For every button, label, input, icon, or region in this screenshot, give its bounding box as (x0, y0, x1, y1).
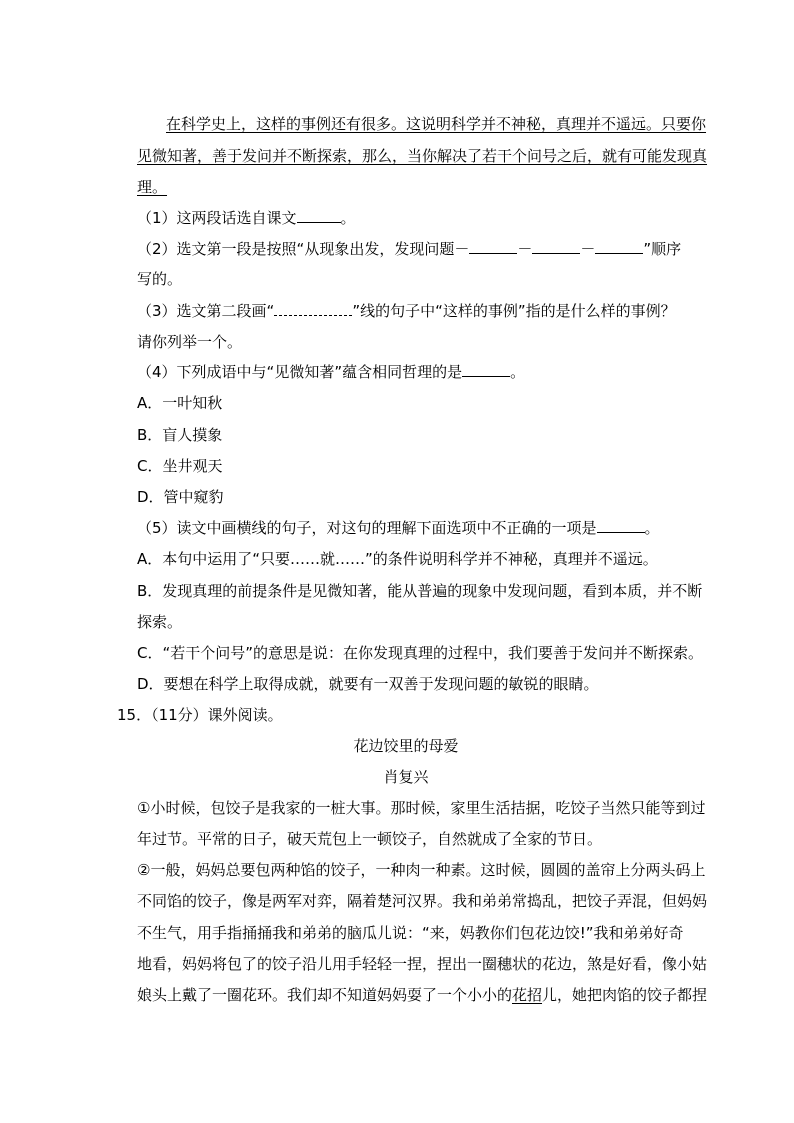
question-2: （2）选文第一段是按照“从现象出发，发现问题－ － － ”顺序 (137, 240, 682, 258)
underlined-sentence: 理。 (137, 178, 168, 196)
question-3-line-2: 请你列举一个。 (137, 333, 243, 351)
question-3-text: （3）选文第二段画“ (137, 302, 275, 320)
question-2-line-2: 写的。 (137, 270, 183, 288)
option-b[interactable]: B．发现真理的前提条件是见微知著，能从普遍的现象中发现问题，看到本质，并不断 (137, 582, 703, 600)
option-a[interactable]: A．本句中运用了“只要……就……”的条件说明科学并不神秘，真理并不遥远。 (137, 550, 658, 568)
answer-blank[interactable] (597, 517, 645, 533)
question-1: （1）这两段话选自课文 。 (137, 209, 356, 227)
answer-blank[interactable] (297, 207, 341, 223)
paragraph-2-line-5: 娘头上戴了一圈花环。我们却不知道妈妈耍了一个小小的花招儿，她把肉馅的饺子都捏 (137, 986, 708, 1004)
answer-blank[interactable] (469, 238, 517, 254)
passage-line-3 (137, 176, 167, 198)
paragraph-2-line-1: ②一般，妈妈总要包两种馅的饺子，一种肉一种素。这时候，圆圆的盖帘上分两头码上 (137, 861, 706, 879)
paragraph-2-line-2: 不同馅的饺子，像是两军对弈，隔着楚河汉界。我和弟弟常捣乱，把饺子弄混，但妈妈 (137, 892, 708, 910)
underlined-sentence: 在科学史上，这样的事例还有很多。这说明科学并不神秘，真理并不遥远。只要你 (166, 115, 707, 133)
answer-blank[interactable] (532, 238, 580, 254)
paragraph-1-line-2: 年过节。平常的日子，破天荒包上一顿饺子，自然就成了全家的节日。 (137, 830, 603, 848)
wavy-line-sample (274, 301, 352, 316)
question-3: （3）选文第二段画“ ”线的句子中“这样的事例”指的是什么样的事例？ (137, 302, 676, 320)
article-title: 花边饺里的母爱 (353, 737, 459, 755)
question-5-text: （5）读文中画横线的句子，对这句的理解下面选项中不正确的一项是 (137, 519, 597, 537)
underlined-sentence: 见微知著，善于发问并不断探索，那么，当你解决了若干个问号之后，就有可能发现真 (137, 147, 708, 165)
option-c[interactable]: C．坐井观天 (137, 457, 223, 475)
paragraph-2-line-3: 不生气，用手指捅捅我和弟弟的脑瓜儿说：“来，妈教你们包花边饺!”我和弟弟好奇 (137, 924, 684, 942)
question-15-heading: 15．（11分）课外阅读。 (117, 706, 283, 724)
paragraph-1-line-1: ①小时候，包饺子是我家的一桩大事。那时候，家里生活拮据，吃饺子当然只能等到过 (137, 799, 706, 817)
article-author: 肖复兴 (383, 768, 429, 786)
option-b[interactable]: B．盲人摸象 (137, 426, 223, 444)
option-a[interactable]: A．一叶知秋 (137, 394, 223, 412)
option-d[interactable]: D．管中窥豹 (137, 488, 224, 506)
paragraph-2-line-4: 地看，妈妈将包了的饺子沿儿用手轻轻一捏，捏出一圈穗状的花边，煞是好看，像小姑 (137, 955, 708, 973)
question-2-text: （2）选文第一段是按照“从现象出发，发现问题－ (137, 240, 470, 258)
underlined-word: 花招 (512, 986, 543, 1004)
question-4-text: （4）下列成语中与“见微知著”蕴含相同哲理的是 (137, 363, 463, 381)
option-c[interactable]: C．“若干个问号”的意思是说：在你发现真理的过程中，我们要善于发问并不断探索。 (137, 644, 704, 662)
question-1-text: （1）这两段话选自课文 (137, 209, 297, 227)
passage-line-1 (166, 113, 706, 135)
option-d[interactable]: D．要想在科学上取得成就，就要有一双善于发现问题的敏锐的眼睛。 (137, 675, 599, 693)
answer-blank[interactable] (595, 238, 643, 254)
option-b-line-2: 探索。 (137, 613, 183, 631)
passage-line-2 (137, 145, 707, 167)
answer-blank[interactable] (462, 361, 510, 377)
question-5: （5）读文中画横线的句子，对这句的理解下面选项中不正确的一项是 。 (137, 519, 660, 537)
question-4: （4）下列成语中与“见微知著”蕴含相同哲理的是 。 (137, 363, 526, 381)
